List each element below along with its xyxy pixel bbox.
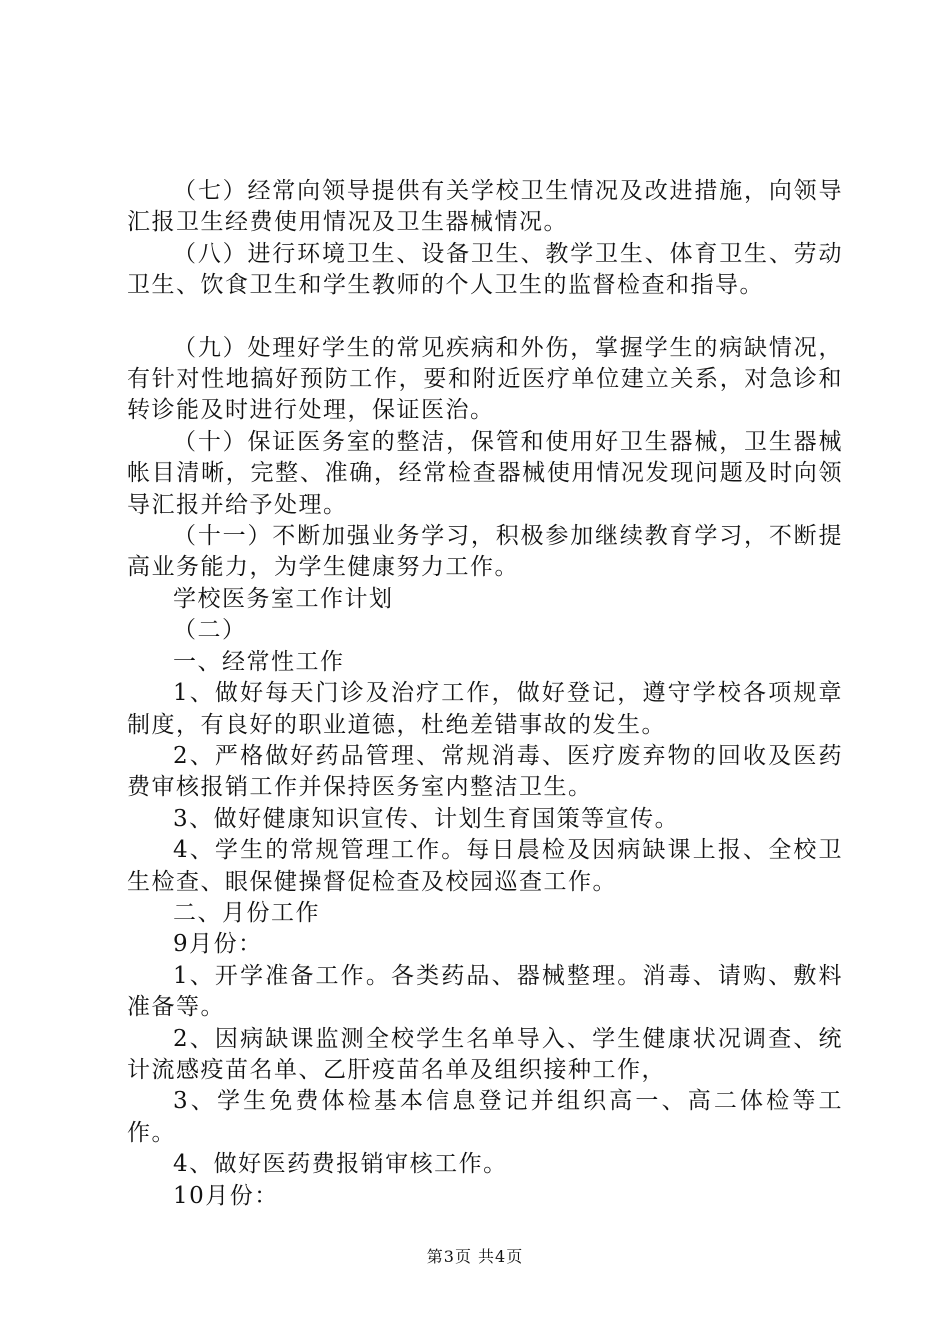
heading-routine-work: 一、经常性工作 [173, 648, 345, 675]
list-item: 2、因病缺课监测全校学生名单导入、学生健康状况调查、统计流感疫苗名单、乙肝疫苗名单及组织接种工作， [127, 1025, 843, 1083]
paragraph-nine: （九）处理好学生的常见疾病和外伤，掌握学生的病缺情况，有针对性地搞好预防工作，要和附近医疗单位建立关系，对急诊和转诊能及时进行处理，保证医治。 [127, 334, 843, 424]
paragraph-eight: （八）进行环境卫生、设备卫生、教学卫生、体育卫生、劳动卫生、饮食卫生和学生教师的个人卫生的监督检查和指导。 [127, 240, 843, 299]
list-item: 1、做好每天门诊及治疗工作，做好登记，遵守学校各项规章制度，有良好的职业道德，杜绝差错事故的发生。 [127, 680, 843, 738]
heading-monthly-work: 二、月份工作 [173, 899, 320, 926]
list-item: 3、做好健康知识宣传、计划生育国策等宣传。 [173, 805, 680, 832]
section-subtitle: （二） [173, 617, 247, 644]
month-heading-october: 10月份： [173, 1182, 279, 1209]
list-item: 3、学生免费体检基本信息登记并组织高一、高二体检等工作。 [127, 1088, 843, 1146]
page-number-footer: 第3页 共4页 [426, 1247, 524, 1266]
list-item: 4、学生的常规管理工作。每日晨检及因病缺课上报、全校卫生检查、眼保健操督促检查及校园巡查工作。 [127, 837, 843, 895]
month-heading-september: 9月份： [173, 931, 263, 958]
document-body [127, 176, 843, 1212]
section-title: 学校医务室工作计划 [173, 585, 394, 612]
list-item: 1、开学准备工作。各类药品、器械整理。消毒、请购、敷料准备等。 [127, 962, 843, 1021]
paragraph-ten: （十）保证医务室的整洁，保管和使用好卫生器械，卫生器械帐目清晰，完整、准确，经常检查器械使用情况发现问题及时向领导汇报并给予处理。 [127, 428, 843, 518]
list-item: 2、严格做好药品管理、常规消毒、医疗废弃物的回收及医药费审核报销工作并保持医务室内整洁卫生。 [127, 742, 843, 801]
paragraph-seven: （七）经常向领导提供有关学校卫生情况及改进措施，向领导汇报卫生经费使用情况及卫生器械情况。 [127, 178, 843, 236]
list-item: 4、做好医药费报销审核工作。 [173, 1151, 508, 1178]
paragraph-eleven: （十一）不断加强业务学习，积极参加继续教育学习，不断提高业务能力，为学生健康努力工作。 [127, 523, 843, 581]
